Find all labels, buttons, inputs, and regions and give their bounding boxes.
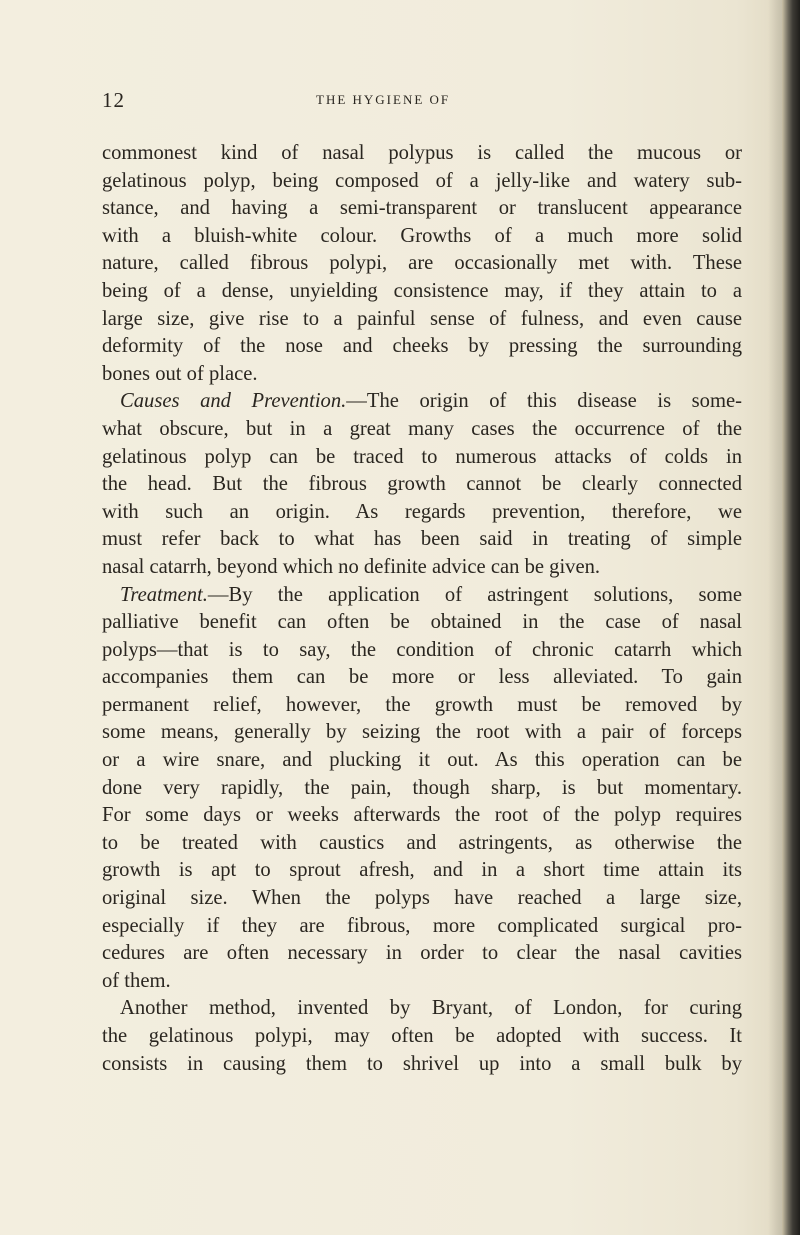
- text-line: permanent relief, however, the growth must be removed by: [102, 693, 742, 716]
- text-line: Another method, invented by Bryant, of London, for curing: [120, 997, 742, 1020]
- text-line: gelatinous polyp, being composed of a jelly-like and watery sub-: [102, 169, 742, 192]
- text-line: nasal catarrh, beyond which no definite advice can be given.: [102, 555, 601, 578]
- text-line: cedures are often necessary in order to clear the nasal cavities: [102, 942, 742, 965]
- text-line: what obscure, but in a great many cases the occurrence of the: [102, 417, 742, 440]
- body-text: [102, 140, 742, 1078]
- text-line: accompanies them can be more or less alleviated. To gain: [102, 666, 742, 689]
- page-number: 12: [102, 88, 125, 112]
- section-heading-causes: Causes and Prevention.: [120, 390, 347, 413]
- text-line: deformity of the nose and cheeks by pressing the surrounding: [102, 335, 742, 358]
- text-line: original size. When the polyps have reached a large size,: [102, 887, 742, 910]
- text-line: the gelatinous polypi, may often be adopted with success. It: [102, 1025, 742, 1047]
- text-line: or a wire snare, and plucking it out. As this operation can be: [102, 749, 742, 772]
- text-line: nature, called fibrous polypi, are occasionally met with. These: [102, 252, 742, 275]
- text-line: done very rapidly, the pain, though sharp, is but momentary.: [102, 776, 742, 799]
- text-line: with a bluish-white colour. Growths of a much more solid: [102, 224, 742, 247]
- running-head: [0, 88, 800, 112]
- text-line: growth is apt to sprout afresh, and in a short time attain its: [102, 859, 742, 882]
- text-line: commonest kind of nasal polypus is called the mucous or: [102, 142, 742, 164]
- text-line: gelatinous polyp can be traced to numerous attacks of colds in: [102, 445, 742, 468]
- text-line: [102, 582, 742, 610]
- running-title: THE HYGIENE OF: [316, 92, 451, 107]
- text-line: bones out of place.: [102, 362, 258, 385]
- text-line: large size, give rise to a painful sense of fulness, and even cause: [102, 307, 742, 330]
- text-line: For some days or weeks afterwards the root of the polyp requires: [102, 804, 742, 827]
- text-line: some means, generally by seizing the root with a pair of forceps: [102, 721, 742, 744]
- text-line: [102, 388, 742, 416]
- text-line: stance, and having a semi-transparent or translucent appearance: [102, 197, 742, 220]
- text-line: to be treated with caustics and astringents, as otherwise the: [102, 831, 742, 854]
- text-run: —The origin of this disease is some-: [346, 390, 742, 413]
- section-heading-treatment: Treatment.: [120, 583, 208, 606]
- text-line: consists in causing them to shrivel up into a small bulk by: [102, 1052, 742, 1075]
- text-line: the head. But the fibrous growth cannot be clearly connected: [102, 473, 742, 496]
- text-line: polyps—that is to say, the condition of chronic catarrh which: [102, 638, 742, 661]
- text-line: especially if they are fibrous, more complicated surgical pro-: [102, 914, 742, 937]
- book-binding-edge: [782, 0, 800, 1235]
- text-line: must refer back to what has been said in treating of simple: [102, 528, 742, 551]
- text-line: being of a dense, unyielding consistence may, if they attain to a: [102, 279, 742, 302]
- text-line: with such an origin. As regards prevention, therefore, we: [102, 500, 742, 523]
- page-gutter-shadow: [768, 0, 782, 1235]
- text-line: of them.: [102, 969, 171, 992]
- text-run: —By the application of astringent solutions, some: [207, 583, 742, 606]
- text-line: palliative benefit can often be obtained in the case of nasal: [102, 611, 742, 634]
